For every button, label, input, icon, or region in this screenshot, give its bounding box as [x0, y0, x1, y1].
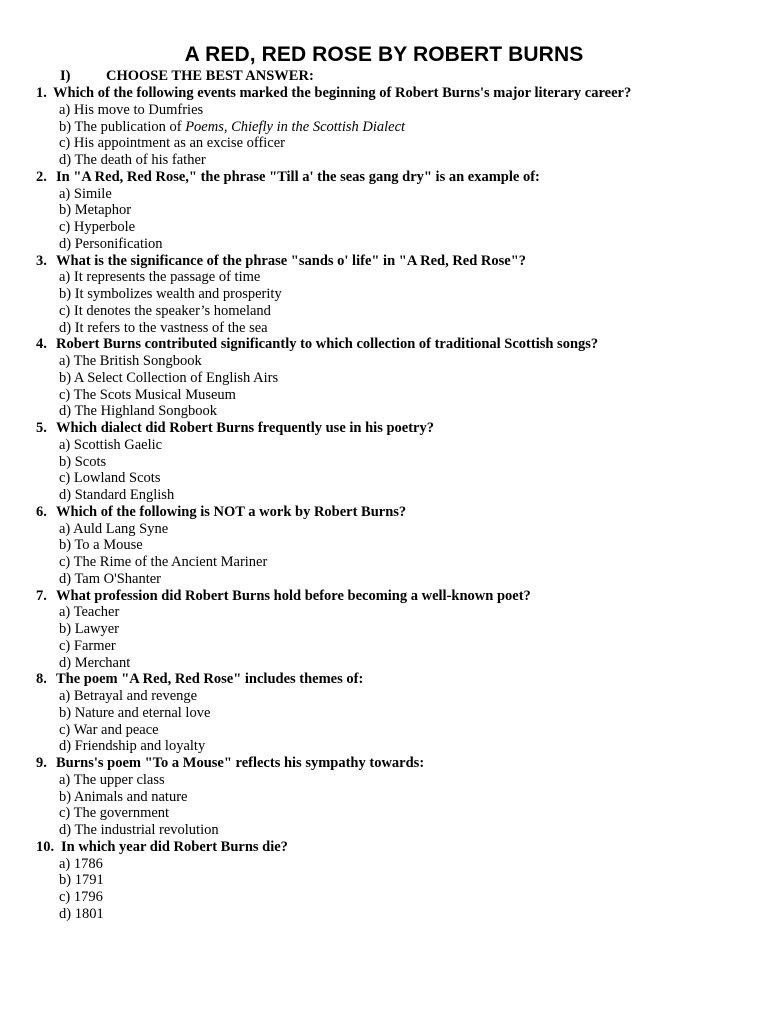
option-text: It symbolizes wealth and prosperity	[74, 286, 282, 302]
option-text: Teacher	[73, 604, 120, 621]
option-text: To a Mouse	[74, 537, 143, 554]
option-text: The industrial revolution	[74, 822, 219, 838]
option-letter: a)	[59, 269, 74, 286]
option-text: Animals and nature	[73, 788, 188, 805]
question-stem	[0, 755, 768, 772]
option-letter: a)	[59, 436, 74, 453]
question-stem	[0, 420, 768, 437]
answer-option	[0, 303, 768, 320]
option-text: Scottish Gaelic	[73, 436, 163, 453]
answer-option	[0, 487, 768, 504]
option-text: It denotes the speaker’s homeland	[73, 302, 271, 319]
answer-option	[0, 320, 768, 337]
option-text: 1786	[73, 855, 103, 872]
option-text: Metaphor	[74, 202, 132, 219]
option-text: Tam O'Shanter	[74, 570, 162, 587]
option-letter: d)	[59, 152, 75, 168]
option-letter: c)	[59, 805, 74, 822]
answer-option	[0, 638, 768, 655]
option-letter: b)	[59, 537, 75, 554]
question-text: Which of the following events marked the beginning of Robert Burns's major literary career?	[53, 85, 632, 101]
question-stem	[0, 336, 768, 353]
question-list	[0, 85, 768, 923]
question-text: In which year did Robert Burns die?	[61, 838, 288, 855]
question-item	[0, 839, 768, 923]
option-text: Nature and eternal love	[74, 704, 211, 721]
answer-option	[0, 152, 768, 169]
option-letter: d)	[59, 570, 75, 587]
answer-option	[0, 655, 768, 672]
question-item	[0, 755, 768, 839]
question-text: Robert Burns contributed significantly to which collection of traditional Scottish songs?	[56, 336, 599, 353]
question-text: Which of the following is NOT a work by Robert Burns?	[56, 503, 407, 520]
answer-option	[0, 353, 768, 370]
option-text: Hyperbole	[73, 219, 136, 235]
answer-option	[0, 387, 768, 404]
option-letter: a)	[59, 604, 74, 621]
question-text: The poem "A Red, Red Rose" includes themes of:	[56, 671, 364, 688]
option-text: Lawyer	[74, 621, 119, 637]
option-text: Scots	[74, 453, 107, 470]
option-letter: d)	[59, 654, 75, 671]
option-letter: d)	[59, 235, 75, 252]
option-letter: d)	[59, 822, 75, 838]
question-item	[0, 169, 768, 253]
option-letter: c)	[59, 386, 74, 403]
option-text: The government	[73, 805, 170, 822]
question-number: 5.	[36, 420, 47, 436]
option-text: War and peace	[73, 721, 159, 738]
option-text: It refers to the vastness of the sea	[74, 319, 268, 336]
option-italic-title: Poems, Chiefly in the Scottish Dialect	[185, 118, 406, 135]
option-text: Merchant	[74, 654, 131, 671]
option-letter: b)	[59, 621, 75, 637]
option-text: A Select Collection of English Airs	[73, 369, 279, 386]
question-stem	[0, 839, 768, 856]
question-item	[0, 671, 768, 755]
answer-option	[0, 521, 768, 538]
option-letter: b)	[59, 704, 75, 721]
option-letter: d)	[59, 403, 75, 420]
question-number: 8.	[36, 671, 47, 688]
answer-option	[0, 135, 768, 152]
question-stem	[0, 504, 768, 521]
question-text: What profession did Robert Burns hold before becoming a well-known poet?	[56, 587, 531, 604]
option-text: The upper class	[73, 771, 165, 788]
question-item	[0, 588, 768, 672]
option-text: The Highland Songbook	[74, 403, 218, 420]
option-letter: a)	[59, 520, 74, 537]
answer-option	[0, 738, 768, 755]
answer-option	[0, 286, 768, 303]
question-number: 4.	[36, 336, 47, 353]
option-letter: d)	[59, 905, 75, 922]
option-letter: c)	[59, 135, 74, 152]
option-letter: b)	[59, 286, 75, 302]
option-letter: a)	[59, 771, 74, 788]
option-text: The Rime of the Ancient Mariner	[73, 554, 268, 570]
option-letter: b)	[59, 453, 75, 470]
answer-option	[0, 705, 768, 722]
answer-option	[0, 872, 768, 889]
option-text: Auld Lang Syne	[73, 520, 169, 537]
question-item	[0, 420, 768, 504]
option-text: The publication of	[74, 118, 186, 135]
question-number: 1.	[36, 85, 47, 101]
answer-option	[0, 219, 768, 236]
option-letter: d)	[59, 319, 75, 336]
option-letter: c)	[59, 889, 74, 905]
question-number: 3.	[36, 252, 47, 269]
option-text: Simile	[73, 185, 112, 202]
answer-option	[0, 805, 768, 822]
question-text: Which dialect did Robert Burns frequently use in his poetry?	[56, 420, 434, 436]
question-item	[0, 336, 768, 420]
answer-option	[0, 236, 768, 253]
option-text: His appointment as an excise officer	[73, 135, 286, 152]
option-letter: a)	[59, 688, 74, 704]
option-text: 1791	[74, 872, 104, 889]
page-title: A RED, RED ROSE BY ROBERT BURNS	[184, 43, 584, 66]
answer-option	[0, 856, 768, 873]
answer-option	[0, 554, 768, 571]
option-letter: d)	[59, 487, 75, 503]
question-text: What is the significance of the phrase "sands o' life" in "A Red, Red Rose"?	[56, 252, 527, 269]
question-stem	[0, 253, 768, 270]
question-stem	[0, 671, 768, 688]
question-number: 7.	[36, 587, 47, 604]
option-letter: a)	[59, 855, 74, 872]
option-letter: c)	[59, 219, 74, 235]
answer-option	[0, 537, 768, 554]
section-number: I)	[60, 68, 71, 84]
answer-option	[0, 186, 768, 203]
answer-option	[0, 202, 768, 219]
question-number: 9.	[36, 755, 47, 771]
question-number: 2.	[36, 168, 47, 185]
option-text: The British Songbook	[73, 353, 202, 369]
option-text: 1801	[74, 905, 104, 922]
option-text: The death of his father	[74, 152, 206, 168]
question-stem	[0, 85, 768, 102]
option-letter: c)	[59, 637, 74, 654]
question-text: In "A Red, Red Rose," the phrase "Till a' the seas gang dry" is an example of:	[56, 168, 540, 185]
option-letter: a)	[59, 101, 74, 118]
option-letter: b)	[59, 788, 74, 805]
answer-option	[0, 454, 768, 471]
question-text: Burns's poem "To a Mouse" reflects his sympathy towards:	[56, 755, 425, 771]
answer-option	[0, 437, 768, 454]
option-letter: c)	[59, 302, 74, 319]
question-number: 10.	[36, 838, 55, 855]
answer-option	[0, 571, 768, 588]
option-letter: b)	[59, 872, 75, 889]
answer-option	[0, 370, 768, 387]
option-letter: d)	[59, 738, 75, 755]
question-item	[0, 85, 768, 169]
answer-option	[0, 772, 768, 789]
section-heading-text: CHOOSE THE BEST ANSWER:	[106, 68, 314, 84]
option-letter: b)	[59, 118, 75, 135]
option-text: The Scots Musical Museum	[73, 386, 236, 403]
question-number: 6.	[36, 503, 47, 520]
option-text: Personification	[74, 235, 163, 252]
answer-option	[0, 822, 768, 839]
option-text: His move to Dumfries	[73, 101, 204, 118]
option-text: It represents the passage of time	[73, 269, 261, 286]
option-text: Betrayal and revenge	[73, 688, 198, 704]
answer-option	[0, 722, 768, 739]
question-stem	[0, 169, 768, 186]
option-letter: a)	[59, 185, 74, 202]
question-stem	[0, 588, 768, 605]
section-heading	[60, 68, 314, 85]
option-letter: b)	[59, 202, 75, 219]
answer-option	[0, 119, 768, 136]
option-text: Friendship and loyalty	[74, 738, 206, 755]
option-text: Farmer	[73, 637, 116, 654]
answer-option	[0, 269, 768, 286]
option-letter: a)	[59, 353, 74, 369]
option-letter: c)	[59, 470, 74, 487]
option-letter: b)	[59, 369, 74, 386]
option-text: Lowland Scots	[73, 470, 161, 487]
answer-option	[0, 403, 768, 420]
option-letter: c)	[59, 554, 74, 570]
option-text: 1796	[73, 889, 103, 905]
question-item	[0, 504, 768, 588]
answer-option	[0, 102, 768, 119]
answer-option	[0, 889, 768, 906]
question-item	[0, 253, 768, 337]
answer-option	[0, 789, 768, 806]
answer-option	[0, 604, 768, 621]
answer-option	[0, 470, 768, 487]
answer-option	[0, 906, 768, 923]
option-letter: c)	[59, 721, 74, 738]
answer-option	[0, 621, 768, 638]
option-text: Standard English	[74, 487, 175, 503]
answer-option	[0, 688, 768, 705]
